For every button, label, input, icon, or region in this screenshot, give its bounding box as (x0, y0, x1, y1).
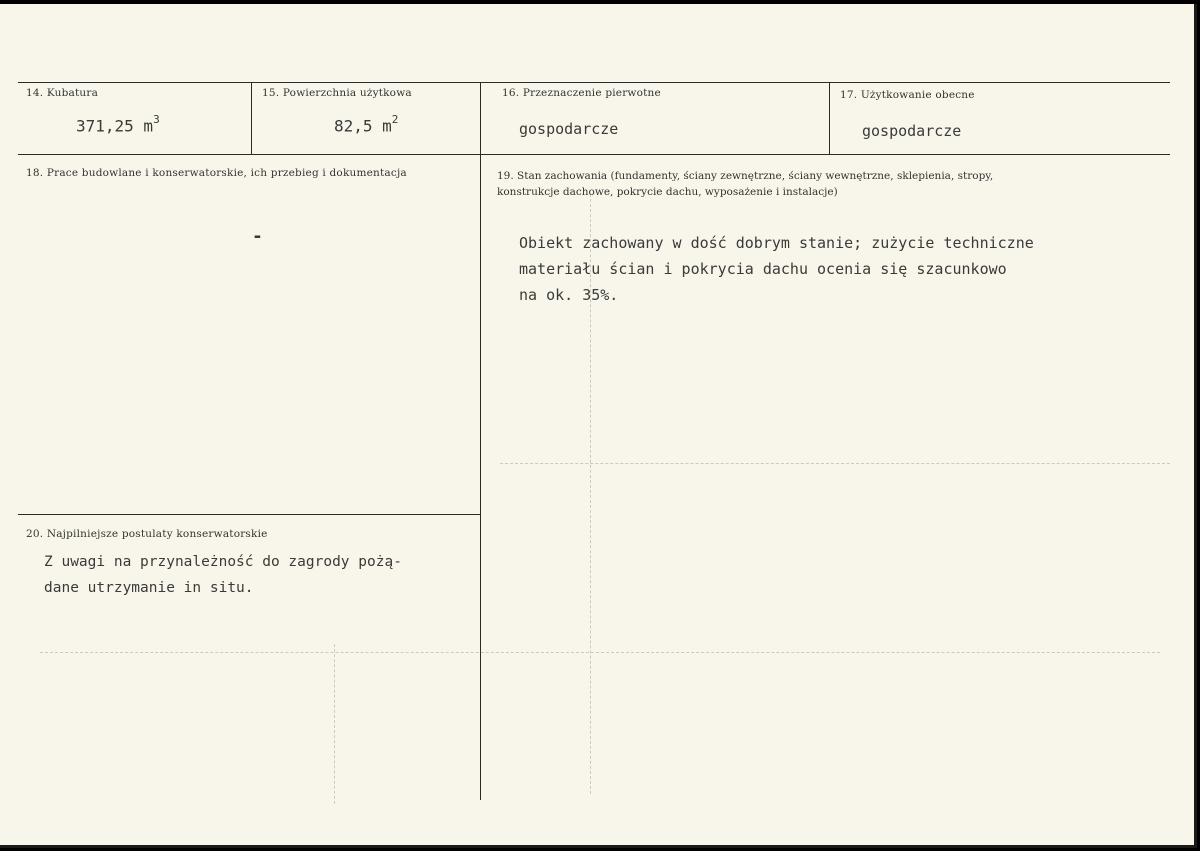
faint-guide (334, 644, 335, 804)
field-16-value: gospodarcze (519, 120, 619, 138)
field-18-value: - (252, 226, 263, 247)
divider-16-17 (829, 82, 830, 154)
divider-14-15 (251, 82, 252, 154)
field-14-label: 14. Kubatura (26, 87, 99, 99)
field-19-label (497, 168, 993, 200)
divider-15-16 (480, 82, 481, 800)
field-19-label-line: konstrukcje dachowe, pokrycie dachu, wyposażenie i instalacje) (497, 186, 838, 198)
top-rule (18, 82, 1170, 83)
field-19-line: materiału ścian i pokrycia dachu ocenia się szacunkowo (519, 260, 1007, 278)
field-16-label: 16. Przeznaczenie pierwotne (502, 87, 661, 99)
field-14-exponent: 3 (153, 113, 160, 126)
field-14-number: 371,25 m (76, 116, 154, 136)
field-15-number: 82,5 m (334, 116, 392, 136)
field-20-line: dane utrzymanie in situ. (44, 580, 254, 596)
row1-bottom-rule (18, 154, 1170, 155)
field-19-line: Obiekt zachowany w dość dobrym stanie; zużycie techniczne (519, 234, 1034, 252)
field-19-line: na ok. 35%. (519, 286, 619, 304)
field-14-value (76, 115, 160, 135)
field-15-label: 15. Powierzchnia użytkowa (262, 87, 412, 99)
field-18-label: 18. Prace budowlane i konserwatorskie, ich przebieg i dokumentacja (26, 167, 407, 179)
faint-guide (40, 652, 1160, 653)
field-15-value (334, 115, 398, 135)
field-19-value (519, 230, 1034, 308)
field-15-exponent: 2 (391, 113, 399, 126)
field-17-value: gospodarcze (862, 122, 962, 140)
faint-guide (500, 463, 1170, 464)
field-17-label: 17. Użytkowanie obecne (840, 89, 975, 101)
field-19-label-line: 19. Stan zachowania (fundamenty, ściany zewnętrzne, ściany wewnętrzne, sklepienia, stropy, (497, 170, 994, 182)
field-20-label: 20. Najpilniejsze postulaty konserwatorskie (26, 528, 268, 540)
record-card (0, 4, 1197, 848)
field-20-line: Z uwagi na przynależność do zagrody pożą- (44, 554, 402, 570)
field-20-value (44, 549, 402, 601)
field18-bottom-rule (18, 514, 480, 515)
